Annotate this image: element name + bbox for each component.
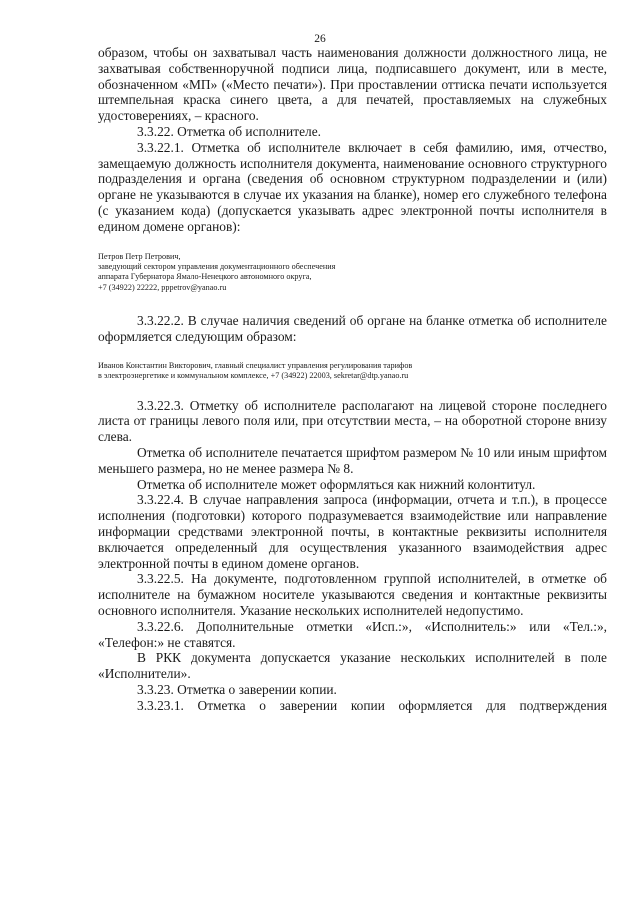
paragraph-rkk: В РКК документа допускается указание нескольких исполнителей в поле «Исполнители». [98, 650, 607, 682]
sample-2-name-position: Иванов Константин Викторович, главный специалист управления регулирования тарифов [98, 360, 413, 370]
sample-1-organization: аппарата Губернатора Ямало-Ненецкого автономного округа, [98, 272, 312, 282]
paragraph-seal-continuation: образом, чтобы он захватывал часть наименования должности должностного лица, не захватывая собственноручной подписи лица, подписавшего документ, или в месте, обозначенном «МП» («Место печати»). При проставлении оттиска печати используется штемпельная краска синего цвета, а для печатей, проставляемых на служебных удостоверениях, – красного. [98, 45, 607, 124]
section-heading-3-3-23: 3.3.23. Отметка о заверении копии. [137, 681, 337, 697]
paragraph-3-3-22-3: 3.3.22.3. Отметку об исполнителе располагают на лицевой стороне последнего листа от границы левого поля или, при отсутствии места, – на оборотной стороне внизу слева. [98, 397, 607, 445]
page-number: 26 [314, 33, 326, 45]
paragraph-font-size: Отметка об исполнителе печатается шрифтом размером № 10 или иным шрифтом меньшего размера, но не менее размера № 8. [98, 444, 607, 476]
sample-1-contacts: +7 (34922) 22222, pppetrov@yanao.ru [98, 282, 227, 292]
sample-1-position: заведующий сектором управления документационного обеспечения [98, 261, 336, 271]
sample-2-contacts: в электроэнергетике и коммунальном комплексе, +7 (34922) 22003, sekretar@dtp.yanao.ru [98, 371, 409, 381]
paragraph-3-3-22-5: 3.3.22.5. На документе, подготовленном группой исполнителей, в отметке об исполнителе на бумажном носителе указываются сведения и контактные реквизиты основного исполнителя. Указание нескольких исполнителей недопустимо. [98, 571, 607, 618]
document-body [98, 45, 607, 714]
executor-sample-1 [98, 252, 607, 294]
paragraph-3-3-22-6: 3.3.22.6. Дополнительные отметки «Исп.:», «Исполнитель:» или «Тел.:», «Телефон:» не ставятся. [98, 618, 607, 650]
paragraph-3-3-23-1: 3.3.23.1. Отметка о заверении копии оформляется для подтверждения [137, 697, 607, 713]
paragraph-3-3-22-1: 3.3.22.1. Отметка об исполнителе включает в себя фамилию, имя, отчество, замещаемую должность исполнителя документа, наименование основного структурного подразделения и органа (сведения об основном структурном подразделении и (или) органе не указываются в случае их указания на бланке), номер его служебного телефона (с указанием кода) (допускается указывать адрес электронной почты исполнителя в едином домене органов): [98, 139, 607, 234]
paragraph-footer: Отметка об исполнителе может оформляться как нижний колонтитул. [137, 476, 536, 492]
paragraph-3-3-22-2: 3.3.22.2. В случае наличия сведений об органе на бланке отметка об исполнителе оформляется следующим образом: [98, 313, 607, 344]
sample-1-name: Петров Петр Петрович, [98, 251, 181, 261]
section-heading-3-3-22: 3.3.22. Отметка об исполнителе. [137, 123, 321, 139]
paragraph-3-3-22-4: 3.3.22.4. В случае направления запроса (информации, отчета и т.п.), в процессе исполнения (подготовки) которого подразумевается взаимодействие или направление информации средствами электронной почты, в контактные реквизиты исполнителя включается определенный для осуществления указанного взаимодействия адрес электронной почты в едином домене органов. [98, 492, 607, 571]
executor-sample-2 [98, 361, 607, 382]
